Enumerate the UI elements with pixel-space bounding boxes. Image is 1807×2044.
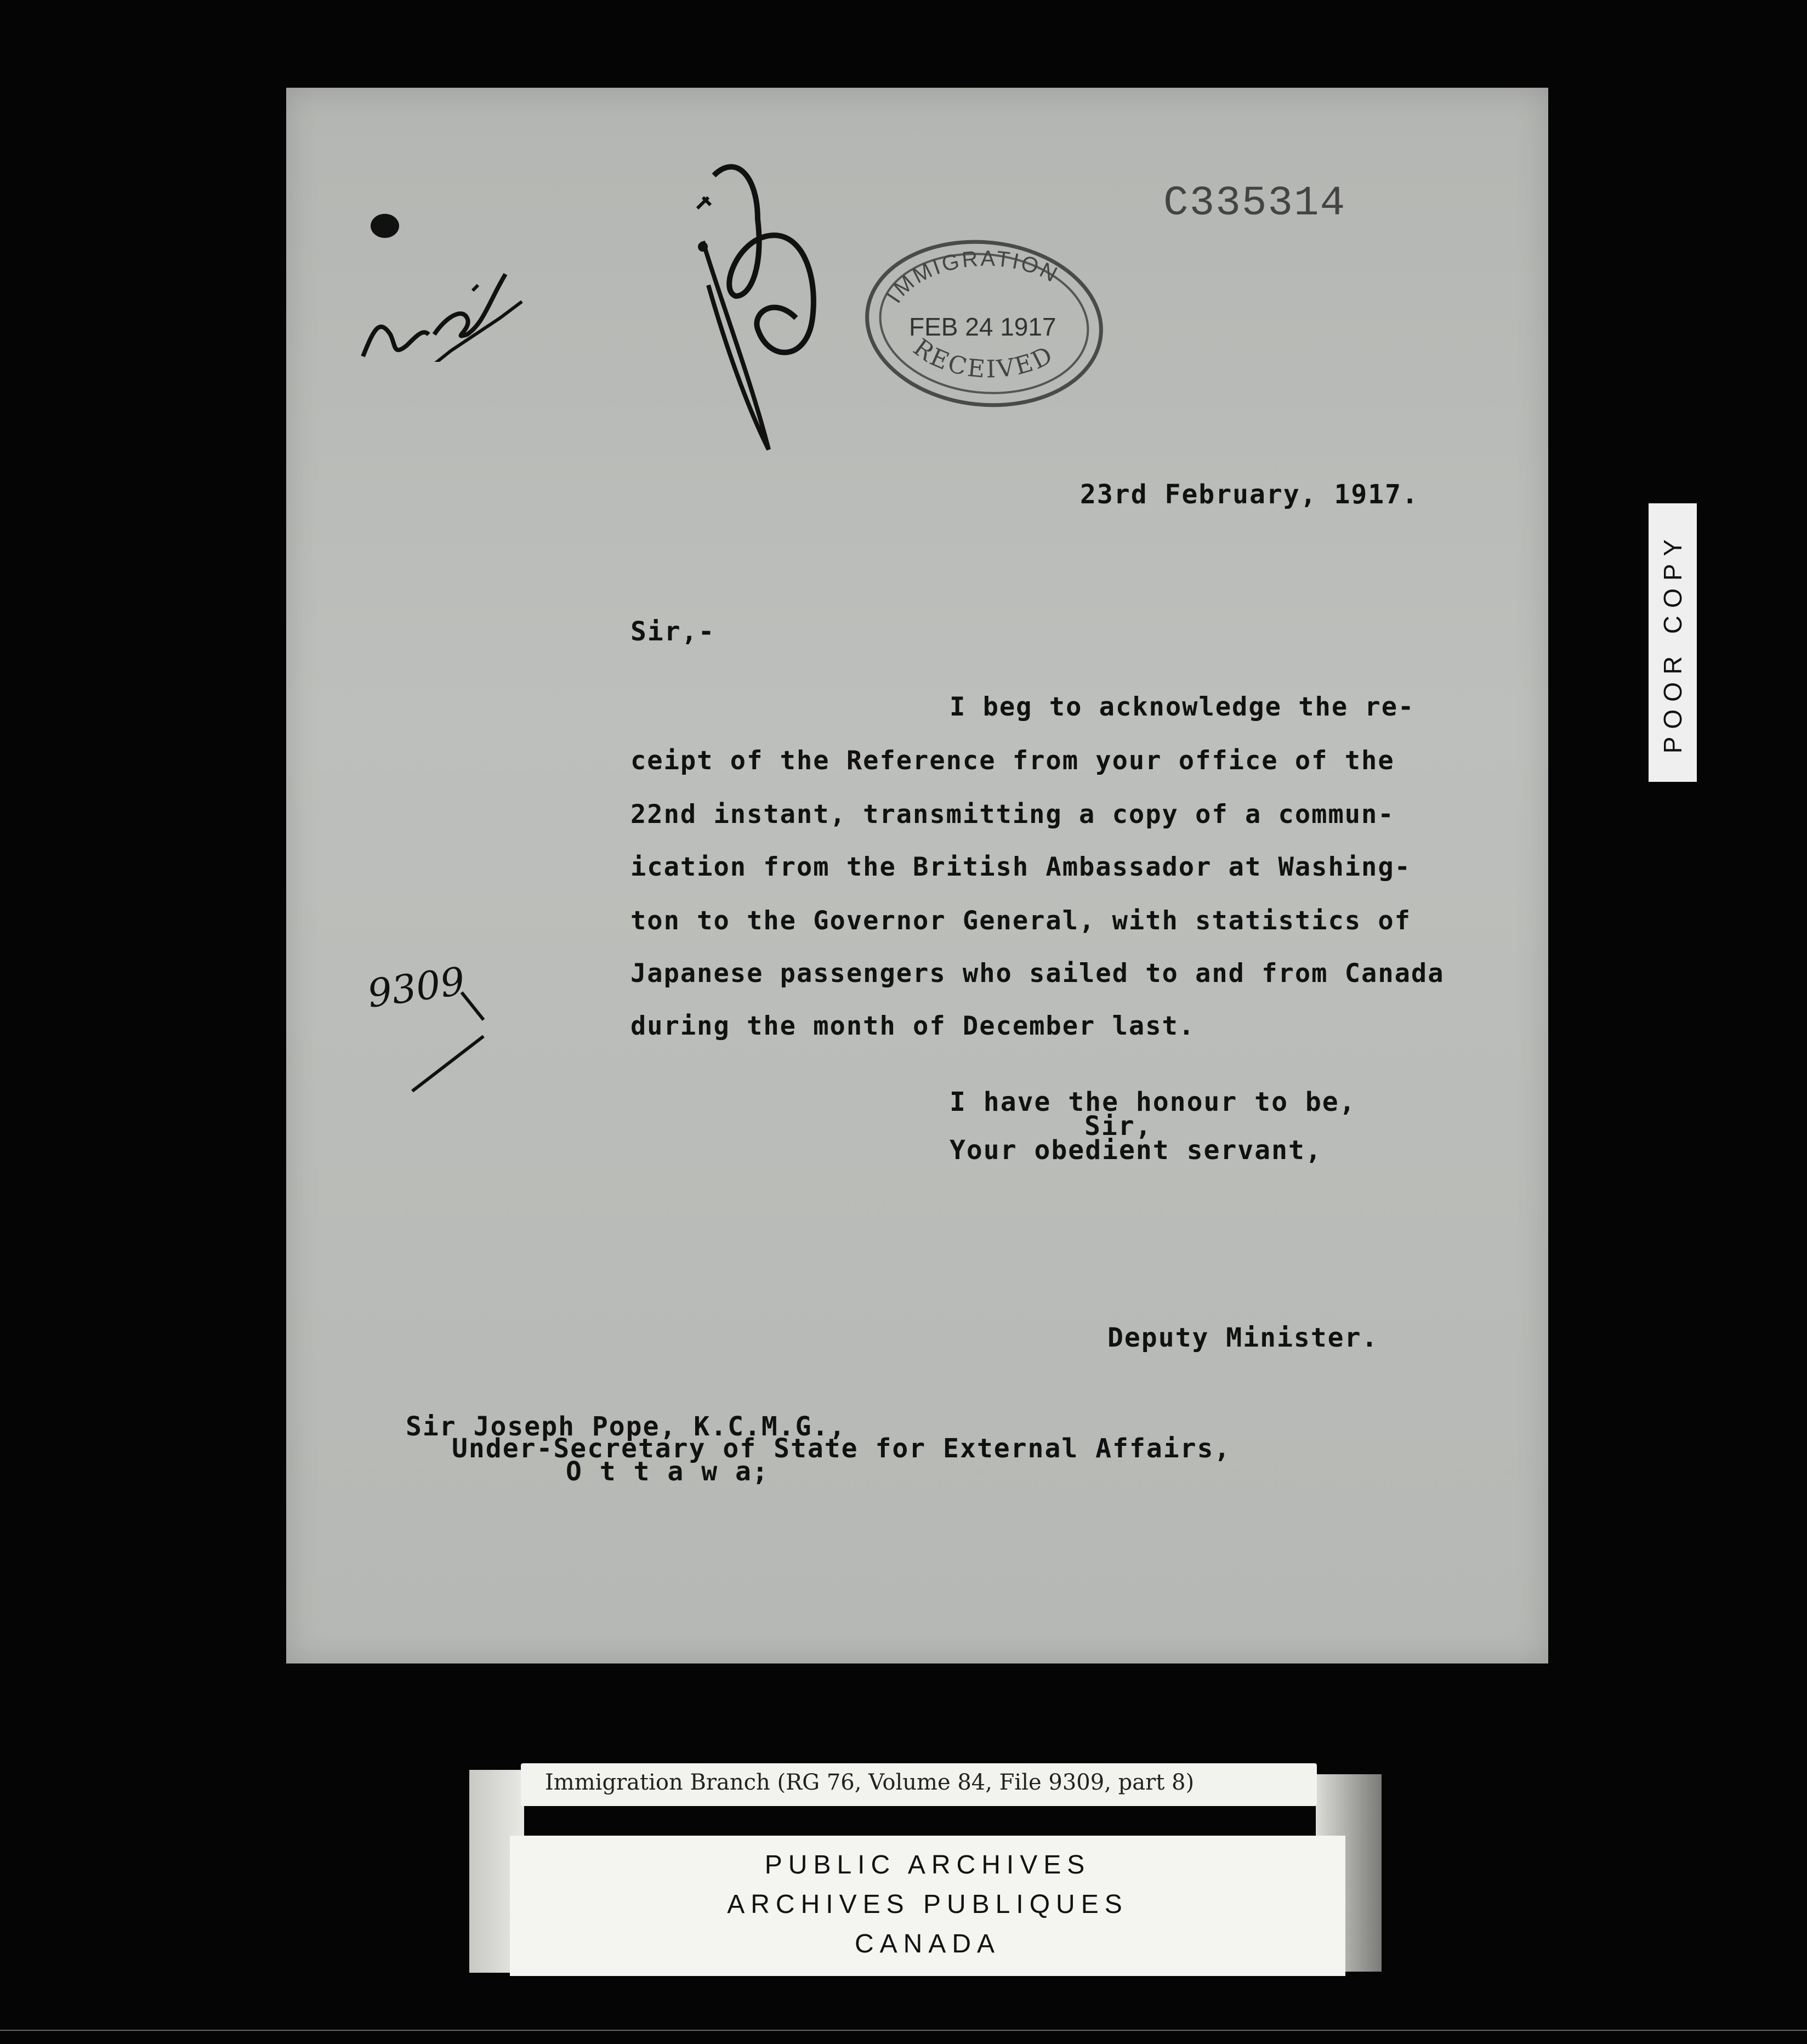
archives-line: PUBLIC ARCHIVES — [764, 1850, 1091, 1880]
handwritten-file-number: 9309 — [365, 958, 468, 1017]
closing-sir: Sir, — [1084, 1111, 1152, 1142]
archives-line: CANADA — [854, 1929, 1001, 1958]
handwritten-initials — [341, 208, 538, 362]
handwritten-slash — [396, 987, 495, 1097]
closing-servant: Your obedient servant, — [950, 1135, 1322, 1166]
file-reference-label — [521, 1763, 1317, 1806]
salutation: Sir,- — [630, 616, 715, 647]
document-number: C335314 — [1163, 180, 1346, 227]
handwritten-mark — [670, 154, 845, 493]
signature-title: Deputy Minister. — [1107, 1322, 1379, 1353]
letter-page — [286, 88, 1548, 1663]
body-line: ton to the Governor General, with statistics of — [630, 906, 1411, 936]
film-edge — [0, 2030, 1807, 2031]
body-line: 22nd instant, transmitting a copy of a commun- — [630, 799, 1395, 830]
addressee-title: Under-Secretary of State for External Affairs, — [452, 1433, 1231, 1464]
stamp-bottom-text: RECEIVED — [908, 333, 1059, 384]
addressee-city: O t t a w a; — [566, 1456, 769, 1487]
archives-line: ARCHIVES PUBLIQUES — [727, 1890, 1128, 1919]
stamp-date: FEB 24 1917 — [909, 313, 1056, 341]
closing-line: I have the honour to be, — [950, 1087, 1356, 1117]
body-line: Japanese passengers who sailed to and from Canada — [630, 958, 1445, 989]
poor-copy-label: POOR COPY — [1658, 531, 1687, 754]
stamp-top-text: IMMIGRATION — [882, 246, 1063, 308]
body-line: I beg to acknowledge the re- — [950, 692, 1415, 722]
poor-copy-tag — [1649, 503, 1697, 782]
letter-date: 23rd February, 1917. — [1080, 479, 1419, 510]
file-reference-text: Immigration Branch (RG 76, Volume 84, File 9309, part 8) — [545, 1770, 1195, 1795]
body-line: ication from the British Ambassador at Washing- — [630, 852, 1411, 882]
addressee-name: Sir Joseph Pope, K.C.M.G., — [406, 1411, 846, 1442]
body-line: ceipt of the Reference from your office of the — [630, 746, 1395, 776]
received-stamp — [856, 230, 1112, 417]
archives-card — [510, 1836, 1345, 1976]
body-line: during the month of December last. — [630, 1011, 1196, 1041]
